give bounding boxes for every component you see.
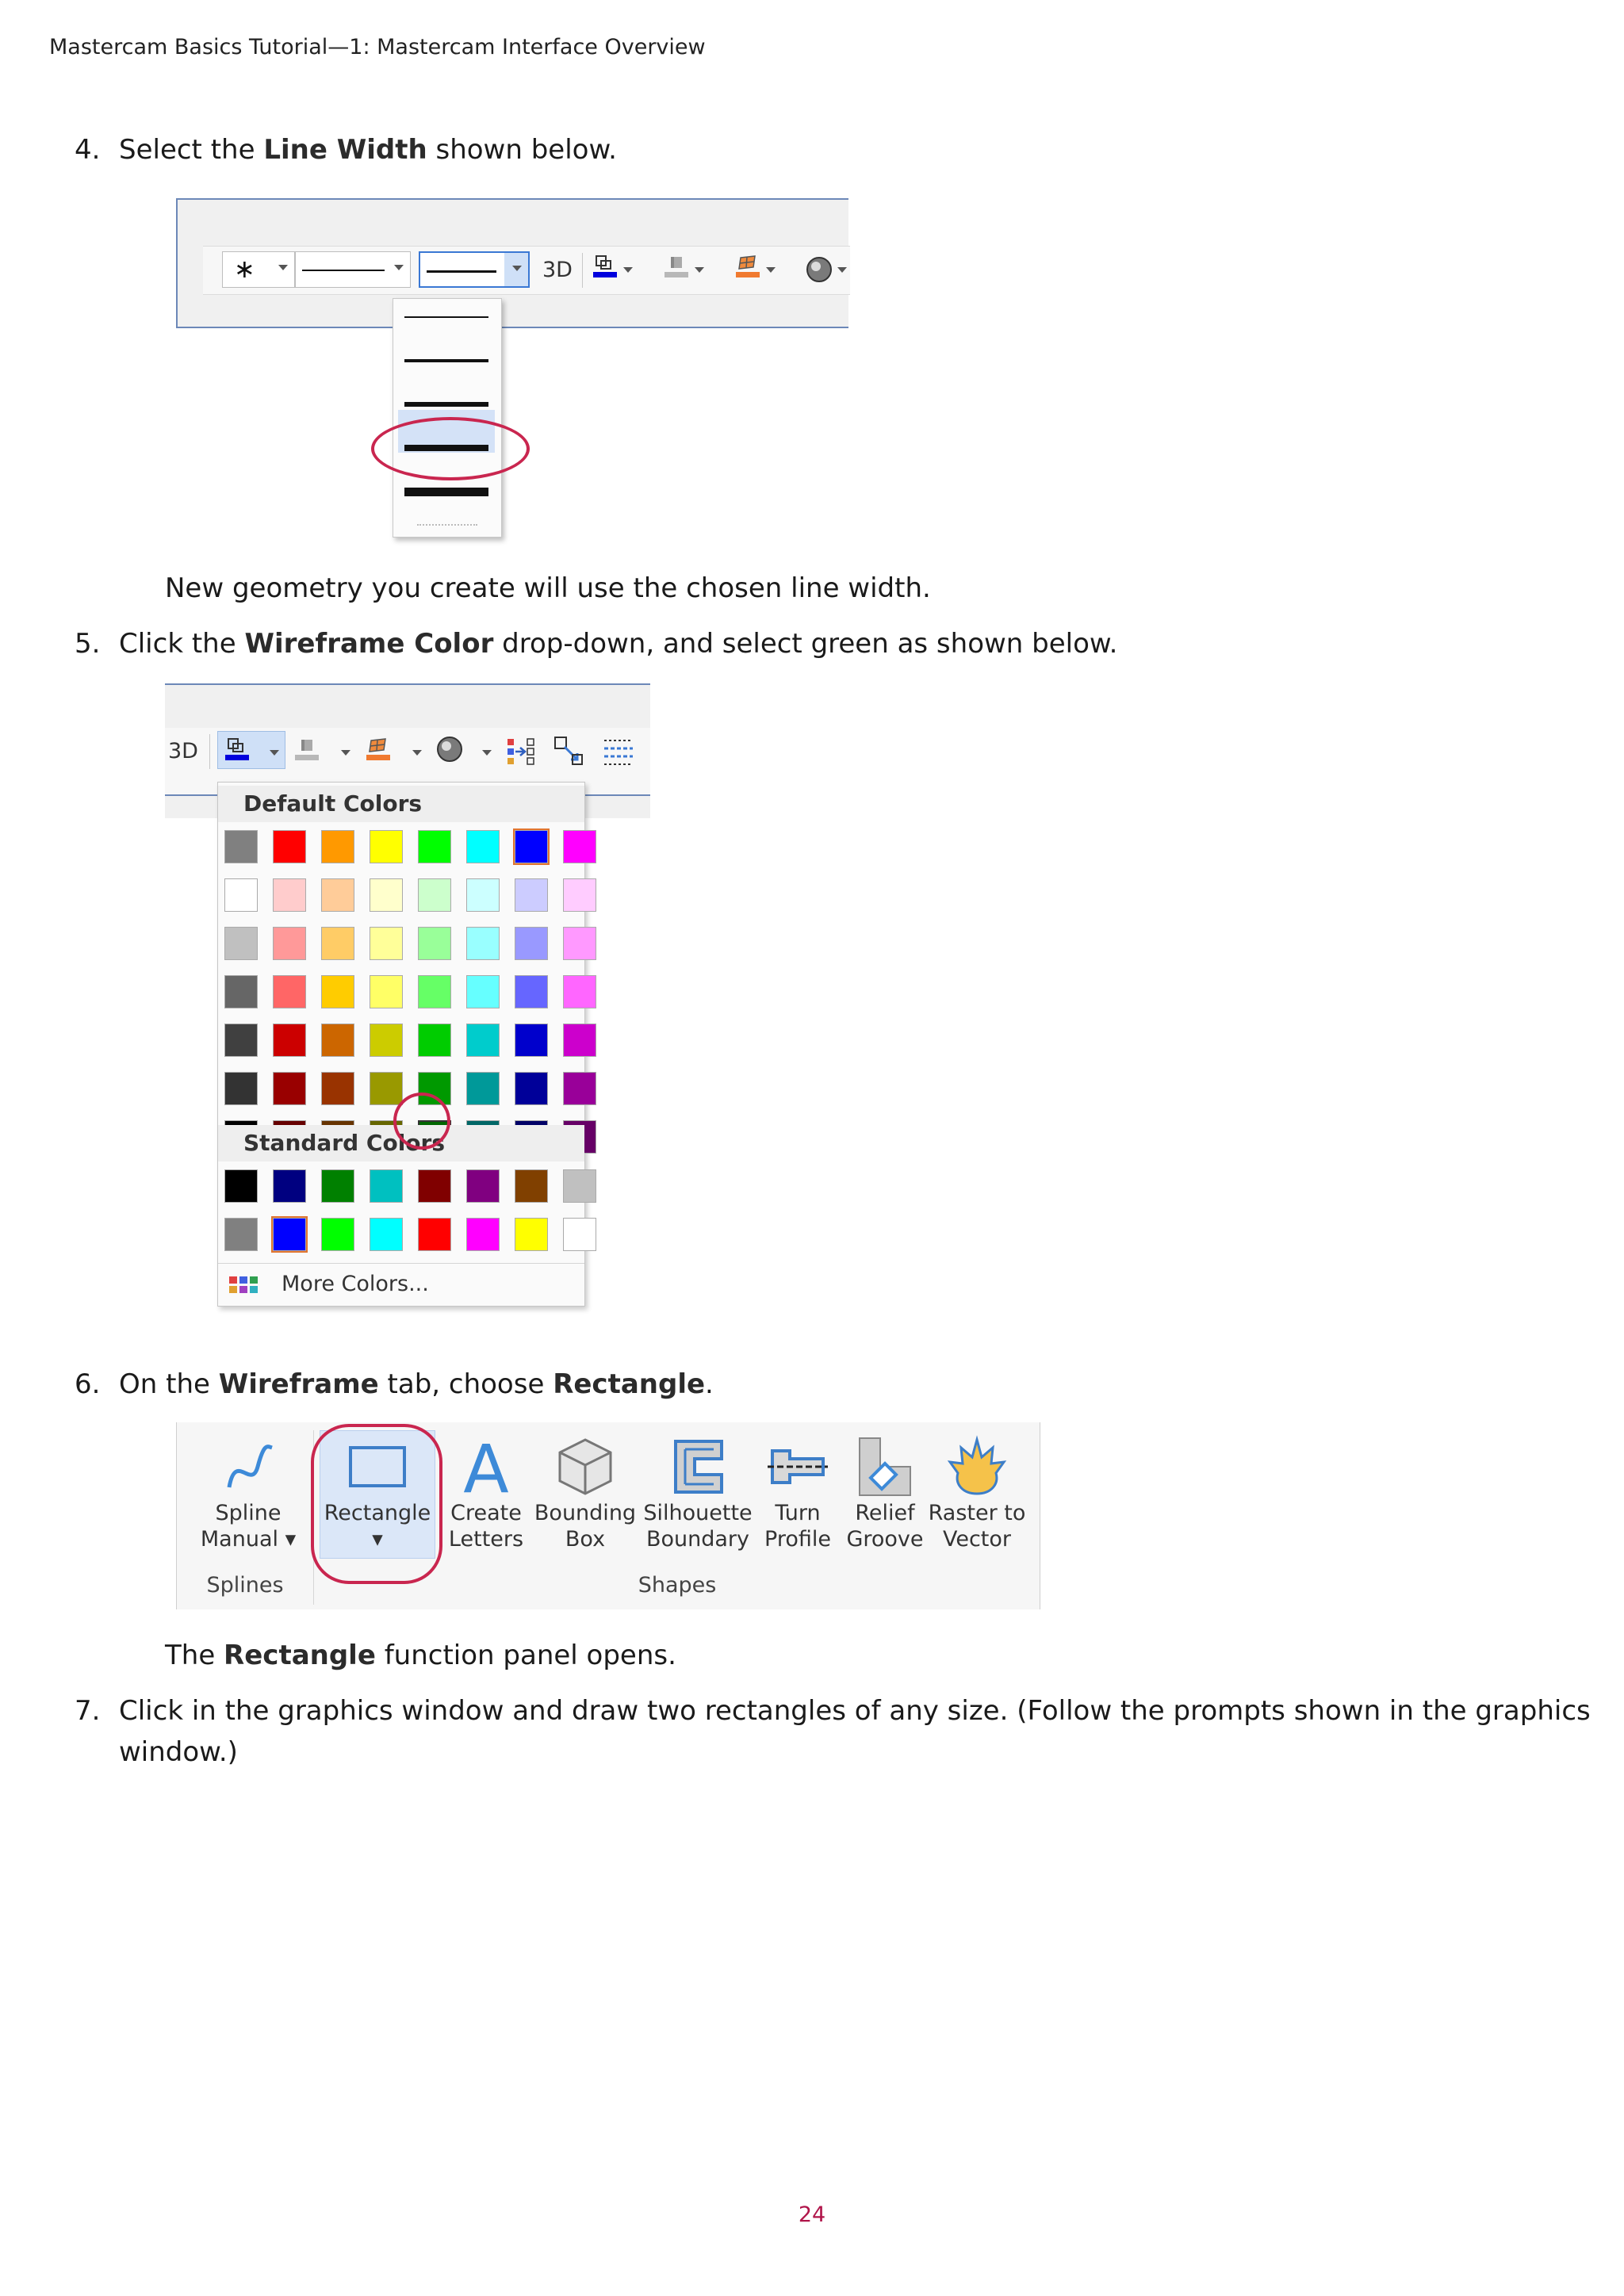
chevron-down-icon[interactable] [837, 267, 847, 273]
relief-groove-icon [853, 1435, 917, 1498]
color-swatch[interactable] [418, 1024, 451, 1057]
svg-text:A: A [463, 1435, 509, 1498]
color-swatch[interactable] [563, 878, 596, 912]
note-text: function panel opens. [375, 1640, 676, 1671]
color-swatch[interactable] [321, 1024, 354, 1057]
chevron-down-icon [278, 265, 288, 270]
color-swatch[interactable] [563, 1024, 596, 1057]
ribbon-group-splines: Splines [206, 1573, 284, 1598]
ribbon-button-label: Create Letters [448, 1501, 524, 1552]
chevron-down-icon[interactable] [623, 267, 633, 273]
color-swatch[interactable] [224, 1218, 258, 1251]
default-colors-heading: Default Colors [218, 786, 584, 822]
step-4-note: New geometry you create will use the chosen line width. [165, 572, 931, 604]
color-swatch[interactable] [273, 975, 306, 1008]
step-text: drop-down, and select green as shown below. [493, 628, 1118, 660]
step-6 [75, 1364, 714, 1405]
color-swatch[interactable] [418, 975, 451, 1008]
chevron-down-icon[interactable] [482, 750, 492, 756]
raster-to-vector-button[interactable] [925, 1432, 1028, 1551]
step-number: 4. [75, 134, 101, 166]
step-5 [75, 623, 1118, 664]
ribbon-button-label: Silhouette Boundary [643, 1501, 753, 1552]
color-swatch[interactable] [273, 1072, 306, 1105]
color-swatch[interactable] [224, 1072, 258, 1105]
dropdown-grip[interactable] [417, 524, 477, 526]
step-text: Click the [119, 628, 245, 660]
step-4 [75, 129, 617, 170]
color-swatch[interactable] [321, 1169, 354, 1203]
spline-manual-button[interactable] [185, 1432, 312, 1551]
color-swatch[interactable] [515, 975, 548, 1008]
step-text: On the [119, 1368, 219, 1400]
chevron-down-icon[interactable] [766, 267, 776, 273]
ribbon-button-label: Raster to Vector [928, 1501, 1026, 1552]
color-swatch[interactable] [515, 1218, 548, 1251]
material-icon[interactable] [806, 256, 833, 283]
color-swatch[interactable] [370, 878, 403, 912]
bounding-box-button[interactable] [526, 1432, 645, 1551]
step-7 [75, 1690, 1591, 1773]
wireframe-color-icon[interactable] [225, 737, 249, 761]
step-text: . [705, 1368, 714, 1400]
color-swatch[interactable] [321, 878, 354, 912]
color-swatch[interactable] [563, 1218, 596, 1251]
turn-profile-icon [766, 1435, 829, 1498]
point-style-icon: ∗ [234, 254, 255, 284]
color-swatch[interactable] [224, 975, 258, 1008]
line-width-option[interactable] [404, 359, 488, 362]
chevron-down-icon[interactable] [341, 750, 350, 756]
color-swatch[interactable] [515, 927, 548, 960]
silhouette-icon [666, 1435, 730, 1498]
standard-colors-heading: Standard Colors [218, 1125, 584, 1161]
chevron-down-icon[interactable] [412, 750, 422, 756]
step-text: window.) [119, 1736, 238, 1768]
step-bold: Wireframe [218, 1368, 379, 1400]
level-manager-icon[interactable] [506, 736, 538, 766]
attributes-toolbar [203, 246, 850, 295]
page-number: 24 [798, 2202, 826, 2227]
point-style-combo[interactable] [222, 251, 295, 288]
color-swatch[interactable] [515, 1072, 548, 1105]
note-bold: Rectangle [224, 1640, 376, 1671]
color-swatch[interactable] [466, 878, 500, 912]
color-swatch[interactable] [418, 1218, 451, 1251]
ribbon-button-label: Turn Profile [764, 1501, 831, 1552]
color-swatch[interactable] [224, 878, 258, 912]
selection-highlight-ring [393, 1093, 450, 1150]
step-text: tab, choose [378, 1368, 553, 1400]
chevron-down-icon[interactable] [695, 267, 704, 273]
ribbon-group-shapes: Shapes [638, 1573, 717, 1598]
color-swatch[interactable] [321, 1072, 354, 1105]
color-swatch[interactable] [563, 1072, 596, 1105]
solid-color-icon[interactable] [665, 254, 688, 278]
color-swatch[interactable] [466, 927, 500, 960]
letters-icon [454, 1435, 518, 1498]
set-attributes-icon[interactable] [553, 736, 585, 767]
color-swatch[interactable] [418, 927, 451, 960]
step-text: Click in the graphics window and draw two rectangles of any size. (Follow the prompts shown in the graphics [119, 1695, 1591, 1727]
relief-groove-button[interactable] [841, 1432, 929, 1551]
line-width-combo[interactable] [419, 251, 530, 288]
line-width-option[interactable] [404, 402, 488, 407]
color-swatch[interactable] [370, 1024, 403, 1057]
color-swatch[interactable] [273, 927, 306, 960]
color-swatch[interactable] [466, 975, 500, 1008]
step-bold: Rectangle [553, 1368, 706, 1400]
wireframe-ribbon [176, 1422, 1040, 1609]
color-swatch[interactable] [466, 1072, 500, 1105]
color-swatch[interactable] [224, 927, 258, 960]
step-bold: Wireframe Color [244, 628, 494, 660]
create-letters-button[interactable] [439, 1432, 534, 1551]
more-colors-button[interactable] [218, 1263, 584, 1305]
color-swatch[interactable] [515, 830, 548, 863]
step-text: shown below. [427, 134, 617, 166]
color-swatch[interactable] [466, 830, 500, 863]
spline-icon [216, 1435, 280, 1498]
surface-color-icon[interactable] [736, 254, 760, 278]
silhouette-boundary-button[interactable] [638, 1432, 757, 1551]
wireframe-color-icon[interactable] [593, 254, 617, 278]
raster-to-vector-icon [945, 1435, 1009, 1498]
3d-label[interactable]: 3D [542, 258, 573, 282]
color-swatch[interactable] [321, 927, 354, 960]
solid-color-icon[interactable] [295, 737, 319, 761]
color-swatch[interactable] [466, 1218, 500, 1251]
selection-highlight-ring [371, 417, 530, 480]
color-swatch[interactable] [418, 830, 451, 863]
wireframe-color-screenshot [165, 683, 657, 1341]
color-swatch[interactable] [466, 1024, 500, 1057]
color-swatch[interactable] [515, 878, 548, 912]
turn-profile-button[interactable] [754, 1432, 841, 1551]
color-grid-icon [229, 1276, 259, 1294]
line-width-screenshot [176, 198, 850, 547]
color-swatch[interactable] [224, 1169, 258, 1203]
line-style-combo[interactable] [295, 251, 411, 288]
color-swatch[interactable] [563, 927, 596, 960]
toolbar-separator [209, 734, 210, 769]
color-swatch[interactable] [273, 1024, 306, 1057]
clear-colors-icon[interactable] [603, 737, 634, 767]
step-6-note [165, 1635, 676, 1676]
color-swatch[interactable] [321, 830, 354, 863]
line-width-sample [427, 270, 496, 273]
color-swatch[interactable] [466, 1169, 500, 1203]
color-swatch[interactable] [370, 1072, 403, 1105]
color-swatch[interactable] [321, 1218, 354, 1251]
step-number: 5. [75, 628, 101, 660]
color-swatch[interactable] [370, 975, 403, 1008]
step-bold: Line Width [263, 134, 427, 166]
note-text: The [165, 1640, 224, 1671]
color-swatch[interactable] [273, 1169, 306, 1203]
step-number: 7. [75, 1695, 101, 1727]
color-swatch[interactable] [515, 1169, 548, 1203]
color-swatch[interactable] [273, 830, 306, 863]
toolbar-separator [582, 253, 583, 288]
chevron-down-icon[interactable] [270, 750, 279, 756]
ribbon-button-label: Spline Manual ▾ [200, 1501, 297, 1552]
color-swatch[interactable] [321, 975, 354, 1008]
wireframe-ribbon-screenshot [176, 1422, 1040, 1613]
color-palette-popup [217, 782, 585, 1307]
ribbon-button-label: Relief Groove [846, 1501, 924, 1552]
3d-label[interactable]: 3D [168, 739, 198, 763]
line-width-option[interactable] [404, 488, 488, 496]
color-swatch[interactable] [224, 830, 258, 863]
color-swatch[interactable] [370, 1218, 403, 1251]
chevron-down-icon [512, 266, 522, 271]
color-swatch[interactable] [418, 878, 451, 912]
selection-highlight-ring [311, 1424, 442, 1584]
color-swatch[interactable] [273, 878, 306, 912]
color-swatch[interactable] [370, 830, 403, 863]
color-swatch[interactable] [418, 1169, 451, 1203]
more-colors-label: More Colors... [282, 1272, 429, 1296]
color-swatch[interactable] [563, 975, 596, 1008]
line-style-sample [302, 270, 385, 271]
line-width-option[interactable] [404, 316, 488, 318]
material-icon[interactable] [436, 736, 463, 763]
bounding-box-icon [553, 1435, 617, 1498]
step-text: Select the [119, 134, 264, 166]
color-swatch[interactable] [224, 1024, 258, 1057]
color-swatch[interactable] [273, 1218, 306, 1251]
chevron-down-icon [394, 265, 404, 270]
step-number: 6. [75, 1368, 101, 1400]
ribbon-button-label: Bounding Box [534, 1501, 637, 1552]
color-swatch[interactable] [515, 1024, 548, 1057]
color-swatch[interactable] [370, 927, 403, 960]
color-swatch[interactable] [563, 1169, 596, 1203]
color-swatch[interactable] [563, 830, 596, 863]
ribbon-button-label: Rectangle ▾ [324, 1501, 431, 1552]
page-header: Mastercam Basics Tutorial—1: Mastercam Interface Overview [49, 35, 706, 59]
surface-color-icon[interactable] [366, 737, 390, 761]
color-swatch[interactable] [370, 1169, 403, 1203]
